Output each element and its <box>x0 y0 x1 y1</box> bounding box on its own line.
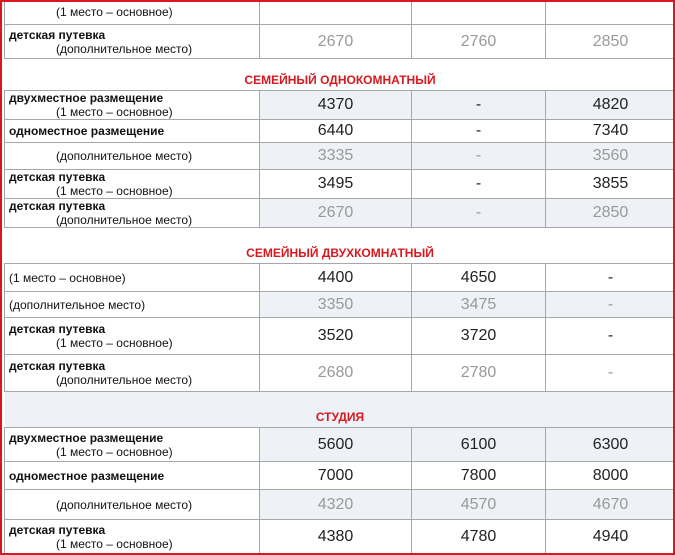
price-cell: 2670 <box>260 25 412 59</box>
row-label: детская путевка (1 место – основное) <box>5 318 260 355</box>
table-row <box>5 25 675 59</box>
price-cell: 4380 <box>260 520 412 555</box>
price-cell: 4820 <box>546 91 675 120</box>
table-row <box>5 520 675 555</box>
table-row <box>5 318 675 355</box>
table-row <box>5 292 675 318</box>
table-row <box>5 462 675 490</box>
row-label: детская путевка (дополнительное место) <box>5 199 260 228</box>
row-label: (дополнительное место) <box>5 143 260 170</box>
section-title: СЕМЕЙНЫЙ ОДНОКОМНАТНЫЙ <box>5 59 675 91</box>
row-label: одноместное размещение <box>5 462 260 490</box>
price-cell: 4570 <box>412 490 546 520</box>
price-cell: - <box>412 199 546 228</box>
price-cell: 2670 <box>260 199 412 228</box>
section-header-row <box>5 228 675 264</box>
section-title: СЕМЕЙНЫЙ ДВУХКОМНАТНЫЙ <box>5 228 675 264</box>
row-label: детская путевка (дополнительное место) <box>5 355 260 392</box>
row-label: детская путевка (1 место – основное) <box>5 520 260 555</box>
table-row <box>5 170 675 199</box>
price-table <box>4 0 675 555</box>
price-cell: - <box>412 91 546 120</box>
table-row <box>5 0 675 25</box>
price-cell: 8000 <box>546 462 675 490</box>
row-label: (1 место – основное) <box>5 264 260 292</box>
price-cell: 4370 <box>260 91 412 120</box>
row-label: двухместное размещение (1 место – основное) <box>5 428 260 462</box>
row-label: (1 место – основное) <box>5 0 260 25</box>
row-label: (дополнительное место) <box>5 490 260 520</box>
price-cell: 4780 <box>412 520 546 555</box>
price-cell: - <box>546 264 675 292</box>
price-cell: 3475 <box>412 292 546 318</box>
price-cell: 2850 <box>546 25 675 59</box>
price-cell: - <box>412 170 546 199</box>
row-label: (дополнительное место) <box>5 292 260 318</box>
price-cell: 3350 <box>260 292 412 318</box>
row-label: детская путевка (дополнительное место) <box>5 25 260 59</box>
price-cell: 4670 <box>546 490 675 520</box>
price-cell: 6300 <box>546 428 675 462</box>
price-cell: - <box>546 318 675 355</box>
price-cell: 4940 <box>546 520 675 555</box>
price-cell: 3495 <box>260 170 412 199</box>
price-cell: 3560 <box>546 143 675 170</box>
row-label: одноместное размещение <box>5 120 260 143</box>
row-label: детская путевка (1 место – основное) <box>5 170 260 199</box>
price-cell: - <box>412 143 546 170</box>
table-row <box>5 490 675 520</box>
price-cell: 4400 <box>260 264 412 292</box>
price-cell: 2850 <box>546 199 675 228</box>
table-row <box>5 91 675 120</box>
price-cell: 3335 <box>260 143 412 170</box>
price-cell: 7000 <box>260 462 412 490</box>
price-cell: 3520 <box>260 318 412 355</box>
price-cell: 2680 <box>260 355 412 392</box>
price-cell: 2780 <box>412 355 546 392</box>
price-cell: 7800 <box>412 462 546 490</box>
section-header-row <box>5 392 675 428</box>
table-row <box>5 264 675 292</box>
table-row <box>5 143 675 170</box>
price-cell: 3855 <box>546 170 675 199</box>
table-row <box>5 199 675 228</box>
price-cell: 2760 <box>412 25 546 59</box>
price-cell: 7340 <box>546 120 675 143</box>
price-cell: - <box>546 355 675 392</box>
section-header-row <box>5 59 675 91</box>
table-row <box>5 428 675 462</box>
price-cell: 4650 <box>412 264 546 292</box>
row-label: двухместное размещение (1 место – основное) <box>5 91 260 120</box>
price-cell: 4320 <box>260 490 412 520</box>
price-cell: 5600 <box>260 428 412 462</box>
table-row <box>5 355 675 392</box>
price-cell: 3720 <box>412 318 546 355</box>
price-cell: - <box>412 120 546 143</box>
price-cell: 6100 <box>412 428 546 462</box>
section-title: СТУДИЯ <box>5 392 675 428</box>
table-row <box>5 120 675 143</box>
price-cell: 6440 <box>260 120 412 143</box>
price-cell: - <box>546 292 675 318</box>
